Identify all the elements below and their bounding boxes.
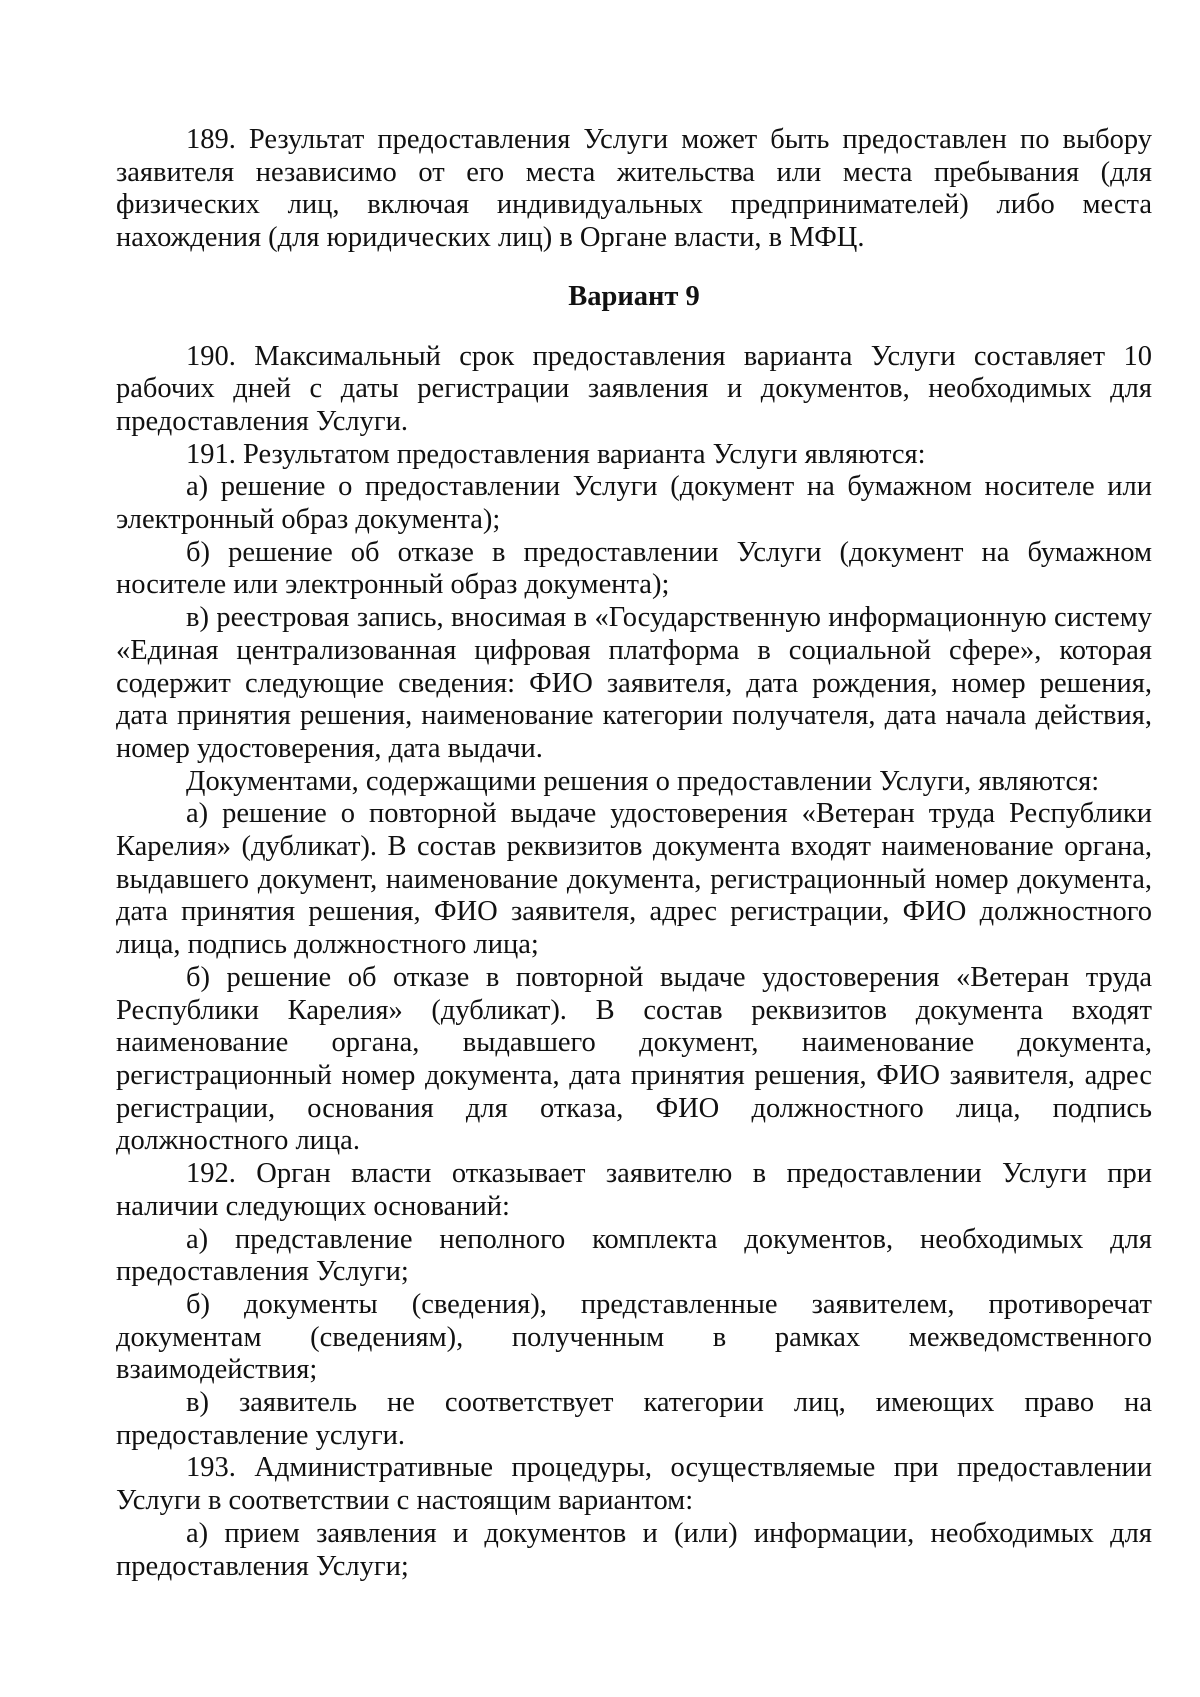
document-body xyxy=(116,124,1152,1583)
paragraph-192-v: в) заявитель не соответствует категории лиц, имеющих право на предоставление услуги. xyxy=(116,1387,1152,1451)
paragraph-190: 190. Максимальный срок предоставления варианта Услуги составляет 10 рабочих дней с даты регистрации заявления и документов, необходимых для предоставления Услуги. xyxy=(116,340,1152,437)
paragraph-193-a: а) прием заявления и документов и (или) информации, необходимых для предоставления Услуги; xyxy=(116,1517,1152,1582)
paragraph-191: 191. Результатом предоставления варианта Услуги являются: xyxy=(186,438,926,470)
paragraph-192: 192. Орган власти отказывает заявителю в предоставлении Услуги при наличии следующих оснований: xyxy=(116,1158,1152,1222)
paragraph-191-b: б) решение об отказе в предоставлении Услуги (документ на бумажном носителе или электронный образ документа); xyxy=(116,536,1152,601)
paragraph-192-a: а) представление неполного комплекта документов, необходимых для предоставления Услуги; xyxy=(116,1223,1152,1288)
paragraph-decision-documents-b: б) решение об отказе в повторной выдаче удостоверения «Ветеран труда Республики Карелия» (дубликат). В состав реквизитов документа входят наименование органа, выдавшего документ, наименование документа, регистрационный номер документа, дата принятия решения, ФИО заявителя, адрес регистрации, основания для отказа, ФИО должностного лица, подпись должностного лица. xyxy=(116,961,1152,1157)
paragraph-192-b: б) документы (сведения), представленные заявителем, противоречат документам (сведениям), полученным в рамках межведомственного взаимодействия; xyxy=(116,1288,1152,1386)
paragraph-191-a: а) решение о предоставлении Услуги (документ на бумажном носителе или электронный образ документа); xyxy=(116,471,1152,536)
paragraph-189: 189. Результат предоставления Услуги может быть предоставлен по выбору заявителя независимо от его места жительства или места пребывания (для физических лиц, включая индивидуальных предпринимателей) либо места нахождения (для юридических лиц) в Органе власти, в МФЦ. xyxy=(116,124,1152,254)
section-heading: Вариант 9 xyxy=(568,280,700,312)
paragraph-decision-documents-a: а) решение о повторной выдаче удостоверения «Ветеран труда Республики Карелия» (дубликат). В состав реквизитов документа входят наименование органа, выдавшего документ, наименование документа, регистрационный номер документа, дата принятия решения, ФИО заявителя, адрес регистрации, ФИО должностного лица, подпись должностного лица; xyxy=(116,798,1152,961)
paragraph-191-v: в) реестровая запись, вносимая в «Государственную информационную систему «Единая централизованная цифровая платформа в социальной сфере», которая содержит следующие сведения: ФИО заявителя, дата рождения, номер решения, дата принятия решения, наименование категории получателя, дата начала действия, номер удостоверения, дата выдачи. xyxy=(116,602,1152,764)
paragraph-decision-documents: Документами, содержащими решения о предоставлении Услуги, являются: xyxy=(186,765,1100,797)
paragraph-193: 193. Административные процедуры, осуществляемые при предоставлении Услуги в соответствии с настоящим вариантом: xyxy=(116,1452,1152,1517)
